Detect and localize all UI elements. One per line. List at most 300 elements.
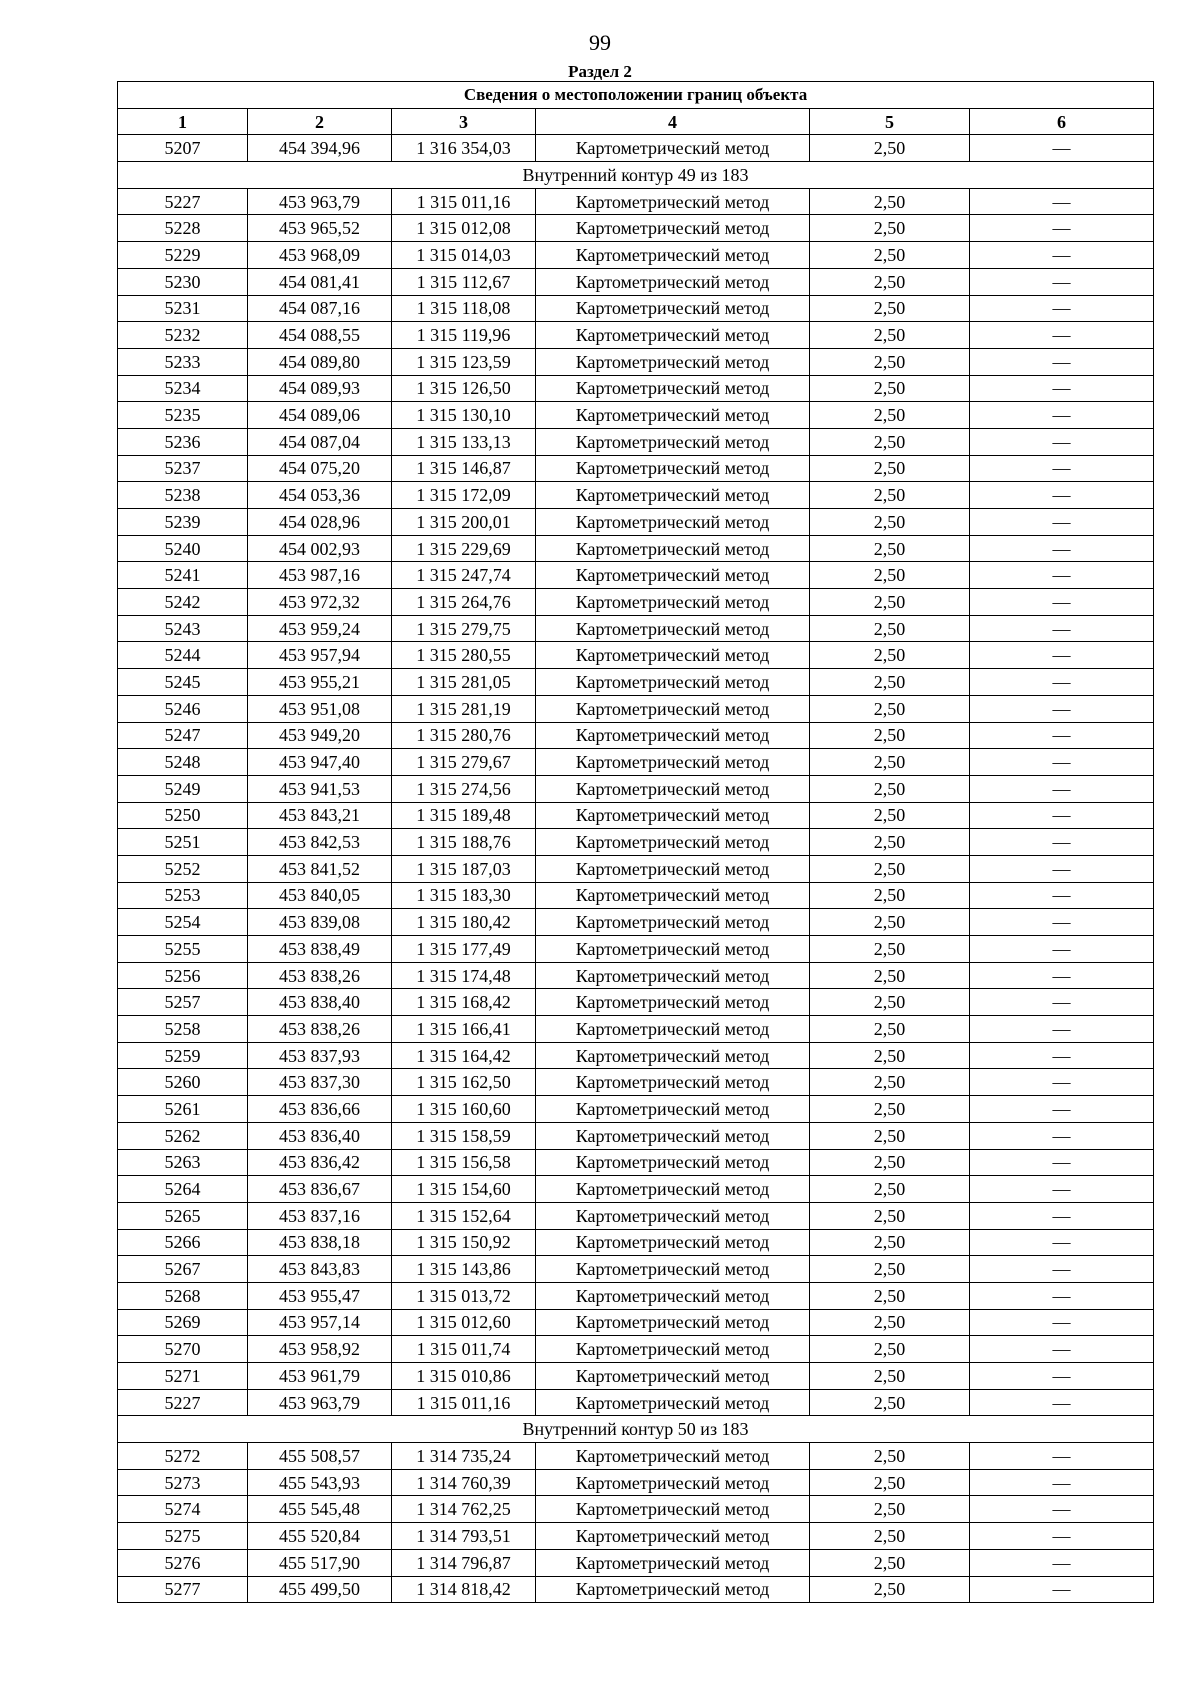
- method-cell: Картометрический метод: [536, 1336, 810, 1363]
- point-number-cell: 5230: [118, 268, 248, 295]
- column-header: 2: [248, 108, 392, 135]
- description-cell: —: [970, 375, 1154, 402]
- accuracy-cell: 2,50: [810, 642, 970, 669]
- accuracy-cell: 2,50: [810, 1096, 970, 1123]
- method-cell: Картометрический метод: [536, 242, 810, 269]
- description-cell: —: [970, 1016, 1154, 1043]
- x-coordinate-cell: 453 836,67: [248, 1176, 392, 1203]
- table-row: [118, 1176, 1154, 1203]
- x-coordinate-cell: 454 087,04: [248, 428, 392, 455]
- description-cell: —: [970, 535, 1154, 562]
- point-number-cell: 5248: [118, 749, 248, 776]
- accuracy-cell: 2,50: [810, 695, 970, 722]
- table-row: [118, 1523, 1154, 1550]
- accuracy-cell: 2,50: [810, 1282, 970, 1309]
- x-coordinate-cell: 453 955,21: [248, 669, 392, 696]
- table-row: [118, 455, 1154, 482]
- y-coordinate-cell: 1 315 150,92: [392, 1229, 536, 1256]
- accuracy-cell: 2,50: [810, 242, 970, 269]
- accuracy-cell: 2,50: [810, 1496, 970, 1523]
- accuracy-cell: 2,50: [810, 615, 970, 642]
- x-coordinate-cell: 453 959,24: [248, 615, 392, 642]
- table-row: [118, 1443, 1154, 1470]
- x-coordinate-cell: 454 089,06: [248, 402, 392, 429]
- y-coordinate-cell: 1 315 168,42: [392, 989, 536, 1016]
- accuracy-cell: 2,50: [810, 802, 970, 829]
- x-coordinate-cell: 453 838,18: [248, 1229, 392, 1256]
- method-cell: Картометрический метод: [536, 1176, 810, 1203]
- method-cell: Картометрический метод: [536, 775, 810, 802]
- description-cell: —: [970, 695, 1154, 722]
- table-row: [118, 535, 1154, 562]
- point-number-cell: 5271: [118, 1363, 248, 1390]
- point-number-cell: 5265: [118, 1202, 248, 1229]
- description-cell: —: [970, 1122, 1154, 1149]
- method-cell: Картометрический метод: [536, 829, 810, 856]
- accuracy-cell: 2,50: [810, 1069, 970, 1096]
- table-row: [118, 802, 1154, 829]
- accuracy-cell: 2,50: [810, 909, 970, 936]
- table-row: [118, 882, 1154, 909]
- description-cell: —: [970, 322, 1154, 349]
- y-coordinate-cell: 1 315 014,03: [392, 242, 536, 269]
- x-coordinate-cell: 453 837,16: [248, 1202, 392, 1229]
- point-number-cell: 5245: [118, 669, 248, 696]
- x-coordinate-cell: 453 947,40: [248, 749, 392, 776]
- method-cell: Картометрический метод: [536, 1469, 810, 1496]
- table-row: [118, 642, 1154, 669]
- description-cell: —: [970, 642, 1154, 669]
- table-row: [118, 722, 1154, 749]
- y-coordinate-cell: 1 315 180,42: [392, 909, 536, 936]
- method-cell: Картометрический метод: [536, 882, 810, 909]
- point-number-cell: 5234: [118, 375, 248, 402]
- y-coordinate-cell: 1 315 183,30: [392, 882, 536, 909]
- point-number-cell: 5227: [118, 1389, 248, 1416]
- method-cell: Картометрический метод: [536, 402, 810, 429]
- x-coordinate-cell: 453 836,40: [248, 1122, 392, 1149]
- table-row: [118, 428, 1154, 455]
- accuracy-cell: 2,50: [810, 1443, 970, 1470]
- description-cell: —: [970, 615, 1154, 642]
- method-cell: Картометрический метод: [536, 669, 810, 696]
- description-cell: —: [970, 1443, 1154, 1470]
- y-coordinate-cell: 1 315 274,56: [392, 775, 536, 802]
- x-coordinate-cell: 453 961,79: [248, 1363, 392, 1390]
- y-coordinate-cell: 1 315 280,55: [392, 642, 536, 669]
- description-cell: —: [970, 909, 1154, 936]
- table-row: [118, 1256, 1154, 1283]
- table-row: [118, 509, 1154, 536]
- accuracy-cell: 2,50: [810, 936, 970, 963]
- contour-row: [118, 1416, 1154, 1443]
- x-coordinate-cell: 453 836,66: [248, 1096, 392, 1123]
- column-header-row: [118, 108, 1154, 135]
- description-cell: —: [970, 215, 1154, 242]
- column-header: 6: [970, 108, 1154, 135]
- description-cell: —: [970, 1202, 1154, 1229]
- description-cell: —: [970, 242, 1154, 269]
- table-row: [118, 1336, 1154, 1363]
- table-row: [118, 1282, 1154, 1309]
- description-cell: —: [970, 1282, 1154, 1309]
- point-number-cell: 5256: [118, 962, 248, 989]
- table-row: [118, 962, 1154, 989]
- table-row: [118, 615, 1154, 642]
- x-coordinate-cell: 455 520,84: [248, 1523, 392, 1550]
- y-coordinate-cell: 1 315 264,76: [392, 589, 536, 616]
- accuracy-cell: 2,50: [810, 1549, 970, 1576]
- description-cell: —: [970, 509, 1154, 536]
- y-coordinate-cell: 1 315 188,76: [392, 829, 536, 856]
- x-coordinate-cell: 453 955,47: [248, 1282, 392, 1309]
- x-coordinate-cell: 455 517,90: [248, 1549, 392, 1576]
- table-row: [118, 1363, 1154, 1390]
- method-cell: Картометрический метод: [536, 642, 810, 669]
- point-number-cell: 5273: [118, 1469, 248, 1496]
- y-coordinate-cell: 1 315 164,42: [392, 1042, 536, 1069]
- x-coordinate-cell: 454 394,96: [248, 135, 392, 162]
- description-cell: —: [970, 1149, 1154, 1176]
- description-cell: —: [970, 1336, 1154, 1363]
- point-number-cell: 5243: [118, 615, 248, 642]
- table-row: [118, 562, 1154, 589]
- accuracy-cell: 2,50: [810, 829, 970, 856]
- x-coordinate-cell: 453 972,32: [248, 589, 392, 616]
- y-coordinate-cell: 1 315 012,60: [392, 1309, 536, 1336]
- table-row: [118, 402, 1154, 429]
- point-number-cell: 5242: [118, 589, 248, 616]
- method-cell: Картометрический метод: [536, 268, 810, 295]
- description-cell: —: [970, 589, 1154, 616]
- table-row: [118, 295, 1154, 322]
- y-coordinate-cell: 1 315 123,59: [392, 348, 536, 375]
- accuracy-cell: 2,50: [810, 188, 970, 215]
- point-number-cell: 5257: [118, 989, 248, 1016]
- x-coordinate-cell: 455 545,48: [248, 1496, 392, 1523]
- description-cell: —: [970, 455, 1154, 482]
- table-row: [118, 1576, 1154, 1603]
- method-cell: Картометрический метод: [536, 1069, 810, 1096]
- x-coordinate-cell: 453 968,09: [248, 242, 392, 269]
- method-cell: Картометрический метод: [536, 909, 810, 936]
- table-caption-row: [118, 82, 1154, 109]
- description-cell: —: [970, 1496, 1154, 1523]
- method-cell: Картометрический метод: [536, 962, 810, 989]
- description-cell: —: [970, 936, 1154, 963]
- description-cell: —: [970, 1389, 1154, 1416]
- point-number-cell: 5255: [118, 936, 248, 963]
- accuracy-cell: 2,50: [810, 1576, 970, 1603]
- x-coordinate-cell: 453 840,05: [248, 882, 392, 909]
- accuracy-cell: 2,50: [810, 1016, 970, 1043]
- description-cell: —: [970, 135, 1154, 162]
- description-cell: —: [970, 749, 1154, 776]
- x-coordinate-cell: 454 053,36: [248, 482, 392, 509]
- description-cell: —: [970, 188, 1154, 215]
- point-number-cell: 5240: [118, 535, 248, 562]
- accuracy-cell: 2,50: [810, 562, 970, 589]
- y-coordinate-cell: 1 315 281,19: [392, 695, 536, 722]
- point-number-cell: 5251: [118, 829, 248, 856]
- table-row: [118, 188, 1154, 215]
- method-cell: Картометрический метод: [536, 695, 810, 722]
- table-row: [118, 1309, 1154, 1336]
- method-cell: Картометрический метод: [536, 135, 810, 162]
- method-cell: Картометрический метод: [536, 1042, 810, 1069]
- table-row: [118, 135, 1154, 162]
- x-coordinate-cell: 453 841,52: [248, 855, 392, 882]
- point-number-cell: 5231: [118, 295, 248, 322]
- accuracy-cell: 2,50: [810, 482, 970, 509]
- x-coordinate-cell: 453 958,92: [248, 1336, 392, 1363]
- table-row: [118, 1496, 1154, 1523]
- accuracy-cell: 2,50: [810, 1389, 970, 1416]
- table-row: [118, 482, 1154, 509]
- table-row: [118, 1149, 1154, 1176]
- point-number-cell: 5233: [118, 348, 248, 375]
- y-coordinate-cell: 1 315 011,16: [392, 1389, 536, 1416]
- y-coordinate-cell: 1 315 118,08: [392, 295, 536, 322]
- y-coordinate-cell: 1 314 735,24: [392, 1443, 536, 1470]
- table-row: [118, 909, 1154, 936]
- accuracy-cell: 2,50: [810, 855, 970, 882]
- column-header: 5: [810, 108, 970, 135]
- y-coordinate-cell: 1 315 112,67: [392, 268, 536, 295]
- method-cell: Картометрический метод: [536, 1149, 810, 1176]
- table-row: [118, 242, 1154, 269]
- point-number-cell: 5268: [118, 1282, 248, 1309]
- y-coordinate-cell: 1 315 013,72: [392, 1282, 536, 1309]
- y-coordinate-cell: 1 315 174,48: [392, 962, 536, 989]
- y-coordinate-cell: 1 315 152,64: [392, 1202, 536, 1229]
- point-number-cell: 5252: [118, 855, 248, 882]
- x-coordinate-cell: 453 957,14: [248, 1309, 392, 1336]
- accuracy-cell: 2,50: [810, 1229, 970, 1256]
- description-cell: —: [970, 1096, 1154, 1123]
- x-coordinate-cell: 453 836,42: [248, 1149, 392, 1176]
- point-number-cell: 5269: [118, 1309, 248, 1336]
- description-cell: —: [970, 1469, 1154, 1496]
- table-row: [118, 1469, 1154, 1496]
- column-header: 4: [536, 108, 810, 135]
- point-number-cell: 5275: [118, 1523, 248, 1550]
- method-cell: Картометрический метод: [536, 936, 810, 963]
- x-coordinate-cell: 453 987,16: [248, 562, 392, 589]
- method-cell: Картометрический метод: [536, 375, 810, 402]
- description-cell: —: [970, 722, 1154, 749]
- x-coordinate-cell: 454 081,41: [248, 268, 392, 295]
- y-coordinate-cell: 1 315 158,59: [392, 1122, 536, 1149]
- y-coordinate-cell: 1 315 189,48: [392, 802, 536, 829]
- method-cell: Картометрический метод: [536, 1549, 810, 1576]
- accuracy-cell: 2,50: [810, 295, 970, 322]
- accuracy-cell: 2,50: [810, 989, 970, 1016]
- point-number-cell: 5253: [118, 882, 248, 909]
- description-cell: —: [970, 802, 1154, 829]
- table-row: [118, 215, 1154, 242]
- description-cell: —: [970, 1363, 1154, 1390]
- y-coordinate-cell: 1 314 793,51: [392, 1523, 536, 1550]
- description-cell: —: [970, 295, 1154, 322]
- method-cell: Картометрический метод: [536, 1256, 810, 1283]
- point-number-cell: 5207: [118, 135, 248, 162]
- method-cell: Картометрический метод: [536, 1363, 810, 1390]
- method-cell: Картометрический метод: [536, 1122, 810, 1149]
- column-header: 1: [118, 108, 248, 135]
- point-number-cell: 5261: [118, 1096, 248, 1123]
- x-coordinate-cell: 453 843,83: [248, 1256, 392, 1283]
- contour-row: [118, 162, 1154, 189]
- method-cell: Картометрический метод: [536, 1229, 810, 1256]
- point-number-cell: 5229: [118, 242, 248, 269]
- y-coordinate-cell: 1 315 133,13: [392, 428, 536, 455]
- y-coordinate-cell: 1 315 229,69: [392, 535, 536, 562]
- y-coordinate-cell: 1 315 011,74: [392, 1336, 536, 1363]
- description-cell: —: [970, 855, 1154, 882]
- x-coordinate-cell: 453 941,53: [248, 775, 392, 802]
- method-cell: Картометрический метод: [536, 1309, 810, 1336]
- point-number-cell: 5227: [118, 188, 248, 215]
- accuracy-cell: 2,50: [810, 348, 970, 375]
- point-number-cell: 5262: [118, 1122, 248, 1149]
- y-coordinate-cell: 1 315 119,96: [392, 322, 536, 349]
- description-cell: —: [970, 989, 1154, 1016]
- point-number-cell: 5232: [118, 322, 248, 349]
- description-cell: —: [970, 1069, 1154, 1096]
- y-coordinate-cell: 1 315 011,16: [392, 188, 536, 215]
- point-number-cell: 5237: [118, 455, 248, 482]
- method-cell: Картометрический метод: [536, 535, 810, 562]
- table-row: [118, 268, 1154, 295]
- point-number-cell: 5241: [118, 562, 248, 589]
- accuracy-cell: 2,50: [810, 1523, 970, 1550]
- x-coordinate-cell: 453 837,30: [248, 1069, 392, 1096]
- y-coordinate-cell: 1 315 247,74: [392, 562, 536, 589]
- section-title: Раздел 2: [568, 62, 632, 81]
- y-coordinate-cell: 1 315 126,50: [392, 375, 536, 402]
- accuracy-cell: 2,50: [810, 722, 970, 749]
- accuracy-cell: 2,50: [810, 669, 970, 696]
- coordinates-table: [117, 81, 1154, 1603]
- method-cell: Картометрический метод: [536, 1523, 810, 1550]
- table-row: [118, 1202, 1154, 1229]
- x-coordinate-cell: 453 837,93: [248, 1042, 392, 1069]
- accuracy-cell: 2,50: [810, 1149, 970, 1176]
- column-header: 3: [392, 108, 536, 135]
- y-coordinate-cell: 1 315 010,86: [392, 1363, 536, 1390]
- description-cell: —: [970, 268, 1154, 295]
- method-cell: Картометрический метод: [536, 989, 810, 1016]
- point-number-cell: 5277: [118, 1576, 248, 1603]
- point-number-cell: 5235: [118, 402, 248, 429]
- method-cell: Картометрический метод: [536, 1496, 810, 1523]
- point-number-cell: 5260: [118, 1069, 248, 1096]
- x-coordinate-cell: 454 002,93: [248, 535, 392, 562]
- x-coordinate-cell: 453 951,08: [248, 695, 392, 722]
- table-row: [118, 1229, 1154, 1256]
- y-coordinate-cell: 1 315 156,58: [392, 1149, 536, 1176]
- y-coordinate-cell: 1 315 162,50: [392, 1069, 536, 1096]
- table-row: [118, 829, 1154, 856]
- x-coordinate-cell: 453 965,52: [248, 215, 392, 242]
- point-number-cell: 5258: [118, 1016, 248, 1043]
- point-number-cell: 5264: [118, 1176, 248, 1203]
- table-row: [118, 1069, 1154, 1096]
- table-row: [118, 322, 1154, 349]
- y-coordinate-cell: 1 315 012,08: [392, 215, 536, 242]
- table-row: [118, 1016, 1154, 1043]
- y-coordinate-cell: 1 315 177,49: [392, 936, 536, 963]
- description-cell: —: [970, 1229, 1154, 1256]
- accuracy-cell: 2,50: [810, 268, 970, 295]
- point-number-cell: 5267: [118, 1256, 248, 1283]
- table-row: [118, 1549, 1154, 1576]
- table-row: [118, 775, 1154, 802]
- method-cell: Картометрический метод: [536, 482, 810, 509]
- x-coordinate-cell: 453 949,20: [248, 722, 392, 749]
- x-coordinate-cell: 454 089,80: [248, 348, 392, 375]
- x-coordinate-cell: 453 842,53: [248, 829, 392, 856]
- description-cell: —: [970, 1176, 1154, 1203]
- x-coordinate-cell: 454 087,16: [248, 295, 392, 322]
- accuracy-cell: 2,50: [810, 402, 970, 429]
- point-number-cell: 5247: [118, 722, 248, 749]
- y-coordinate-cell: 1 315 200,01: [392, 509, 536, 536]
- point-number-cell: 5246: [118, 695, 248, 722]
- method-cell: Картометрический метод: [536, 802, 810, 829]
- x-coordinate-cell: 455 543,93: [248, 1469, 392, 1496]
- y-coordinate-cell: 1 315 130,10: [392, 402, 536, 429]
- accuracy-cell: 2,50: [810, 375, 970, 402]
- y-coordinate-cell: 1 314 818,42: [392, 1576, 536, 1603]
- table-row: [118, 1096, 1154, 1123]
- accuracy-cell: 2,50: [810, 215, 970, 242]
- table-body: [118, 135, 1154, 1603]
- y-coordinate-cell: 1 314 760,39: [392, 1469, 536, 1496]
- description-cell: —: [970, 482, 1154, 509]
- accuracy-cell: 2,50: [810, 1176, 970, 1203]
- point-number-cell: 5263: [118, 1149, 248, 1176]
- description-cell: —: [970, 428, 1154, 455]
- table-row: [118, 589, 1154, 616]
- table-row: [118, 669, 1154, 696]
- method-cell: Картометрический метод: [536, 1443, 810, 1470]
- y-coordinate-cell: 1 315 166,41: [392, 1016, 536, 1043]
- method-cell: Картометрический метод: [536, 1096, 810, 1123]
- table-row: [118, 936, 1154, 963]
- x-coordinate-cell: 455 508,57: [248, 1443, 392, 1470]
- x-coordinate-cell: 455 499,50: [248, 1576, 392, 1603]
- accuracy-cell: 2,50: [810, 1469, 970, 1496]
- contour-label: Внутренний контур 50 из 183: [118, 1416, 1154, 1443]
- point-number-cell: 5266: [118, 1229, 248, 1256]
- x-coordinate-cell: 453 838,26: [248, 1016, 392, 1043]
- x-coordinate-cell: 453 839,08: [248, 909, 392, 936]
- method-cell: Картометрический метод: [536, 188, 810, 215]
- description-cell: —: [970, 1549, 1154, 1576]
- y-coordinate-cell: 1 315 280,76: [392, 722, 536, 749]
- method-cell: Картометрический метод: [536, 1576, 810, 1603]
- x-coordinate-cell: 453 963,79: [248, 1389, 392, 1416]
- y-coordinate-cell: 1 315 172,09: [392, 482, 536, 509]
- method-cell: Картометрический метод: [536, 855, 810, 882]
- accuracy-cell: 2,50: [810, 775, 970, 802]
- contour-label: Внутренний контур 49 из 183: [118, 162, 1154, 189]
- x-coordinate-cell: 454 088,55: [248, 322, 392, 349]
- description-cell: —: [970, 402, 1154, 429]
- x-coordinate-cell: 454 075,20: [248, 455, 392, 482]
